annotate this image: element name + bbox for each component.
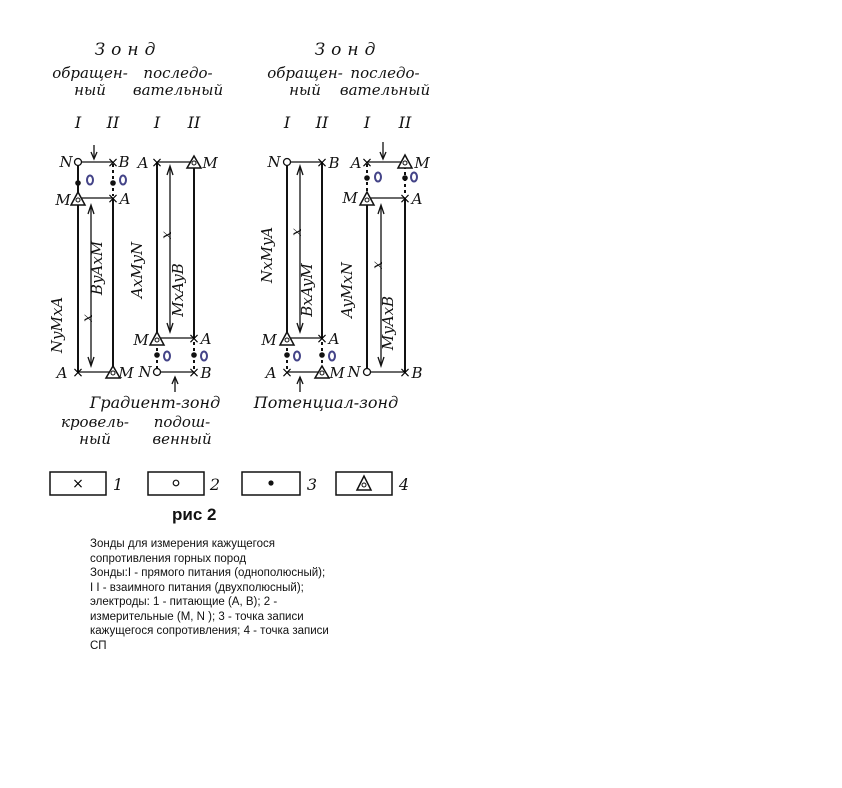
svg-text:×: × [107,191,119,207]
electrode-label-N: N [347,363,361,381]
probe-formula: MyAxB [379,295,397,351]
probe-formula: AxMyN [128,241,146,299]
electrode-label-B: B [411,364,423,382]
column-label-I: I [153,113,161,132]
electrode-label-B: B [328,154,340,172]
caption-line: СП [90,639,107,652]
label-roof-1: кровель- [61,413,129,431]
electrode-label-A: A [265,364,277,382]
electrode-label-A: A [350,154,362,172]
column-label-II: II [398,113,412,132]
caption-line: электроды: 1 - питающие (А, В); 2 - [90,596,278,608]
header-inverse-right-2: ный [289,81,321,99]
svg-text:×: × [72,365,84,381]
legend-number: 1 [112,475,124,494]
caption-line: Зонды:I - прямого питания (однополюсный); [90,567,326,579]
svg-text:×: × [399,191,411,207]
electrode-label-A: A [56,364,68,382]
svg-text:×: × [188,365,200,381]
distance-label: x [159,231,175,239]
label-roof-2: ный [79,430,111,448]
svg-text:×: × [316,155,328,171]
probe-potential-sequential [338,142,430,382]
column-label-I: I [74,113,82,132]
electrode-label-A: A [200,330,212,348]
distance-label: x [289,228,305,236]
header-zond-left: Зонд [94,40,162,60]
electrode-label-M: M [55,191,71,209]
legend-box-measuring [148,472,204,495]
probe-gradient-sequential [128,154,218,392]
distance-label: x [370,261,386,269]
electrode-label-M: M [342,189,358,207]
probe-gradient-inverse [48,145,134,382]
column-label-II: II [315,113,329,132]
svg-text:×: × [72,476,84,492]
label-potential-probe: Потенциал-зонд [253,393,399,412]
label-gradient-probe: Градиент-зонд [89,393,221,412]
header-sequential-left-1: последо- [143,64,213,82]
caption-line: Зонды для измерения кажущегося [90,538,275,550]
electrode-label-M: M [133,331,149,349]
probe-formula: ByAxM [88,240,106,296]
probe-formula: NxMyA [258,226,276,284]
probe-formula: NyMxA [48,296,66,354]
caption-line: измерительные (М, N ); 3 - точка записи [90,610,304,623]
svg-text:×: × [188,331,200,347]
probe-formula: MxAyB [169,263,187,317]
header-sequential-left-2: вательный [132,81,224,99]
svg-text:×: × [361,155,373,171]
figure-caption-title: рис 2 [172,505,217,524]
electrode-label-M: M [414,154,430,172]
header-inverse-left-1: обращен- [52,64,128,82]
electrode-label-M: M [118,364,134,382]
caption-line: сопротивления горных пород [90,552,247,565]
caption-line: кажущегося сопротивления; 4 - точка записи [90,625,329,637]
electrode-label-B: B [118,153,130,171]
electrode-label-A: A [119,190,131,208]
electrode-label-N: N [267,153,281,171]
probe-potential-inverse [258,153,345,392]
caption-line: I I - взаимного питания (двухполюсный); [90,581,304,594]
electrode-label-A: A [328,330,340,348]
record-point-dot [110,180,116,186]
label-sole-2: венный [152,430,212,448]
svg-text:×: × [151,155,163,171]
label-sole-1: подош- [153,413,211,431]
probe-formula: BxAyM [298,263,316,317]
legend [50,472,409,495]
column-label-II: II [187,113,201,132]
column-label-I: I [283,113,291,132]
electrode-label-M: M [202,154,218,172]
column-label-I: I [363,113,371,132]
header-inverse-left-2: ный [74,81,106,99]
svg-text:×: × [281,365,293,381]
header-inverse-right-1: обращен- [267,64,343,82]
header-sequential-right-1: последо- [350,64,420,82]
legend-number: 4 [398,475,410,494]
header-zond-right: Зонд [314,40,382,60]
distance-label: x [80,314,96,322]
record-point-dot [75,180,81,186]
legend-number: 2 [209,475,221,494]
electrode-label-M: M [329,364,345,382]
electrode-measuring-circle [75,159,82,166]
header-sequential-right-2: вательный [339,81,431,99]
electrode-label-A: A [137,154,149,172]
electrode-current-cross: × [107,155,119,171]
electrode-label-A: A [411,190,423,208]
electrode-label-N: N [138,363,152,381]
column-label-II: II [106,113,120,132]
electrode-label-N: N [59,153,73,171]
electrode-label-B: B [200,364,212,382]
probe-formula: AyMxN [338,262,356,318]
legend-number: 3 [306,475,318,494]
electrode-label-M: M [261,331,277,349]
figure-caption-text [90,537,380,653]
svg-text:×: × [399,365,411,381]
svg-text:×: × [316,331,328,347]
